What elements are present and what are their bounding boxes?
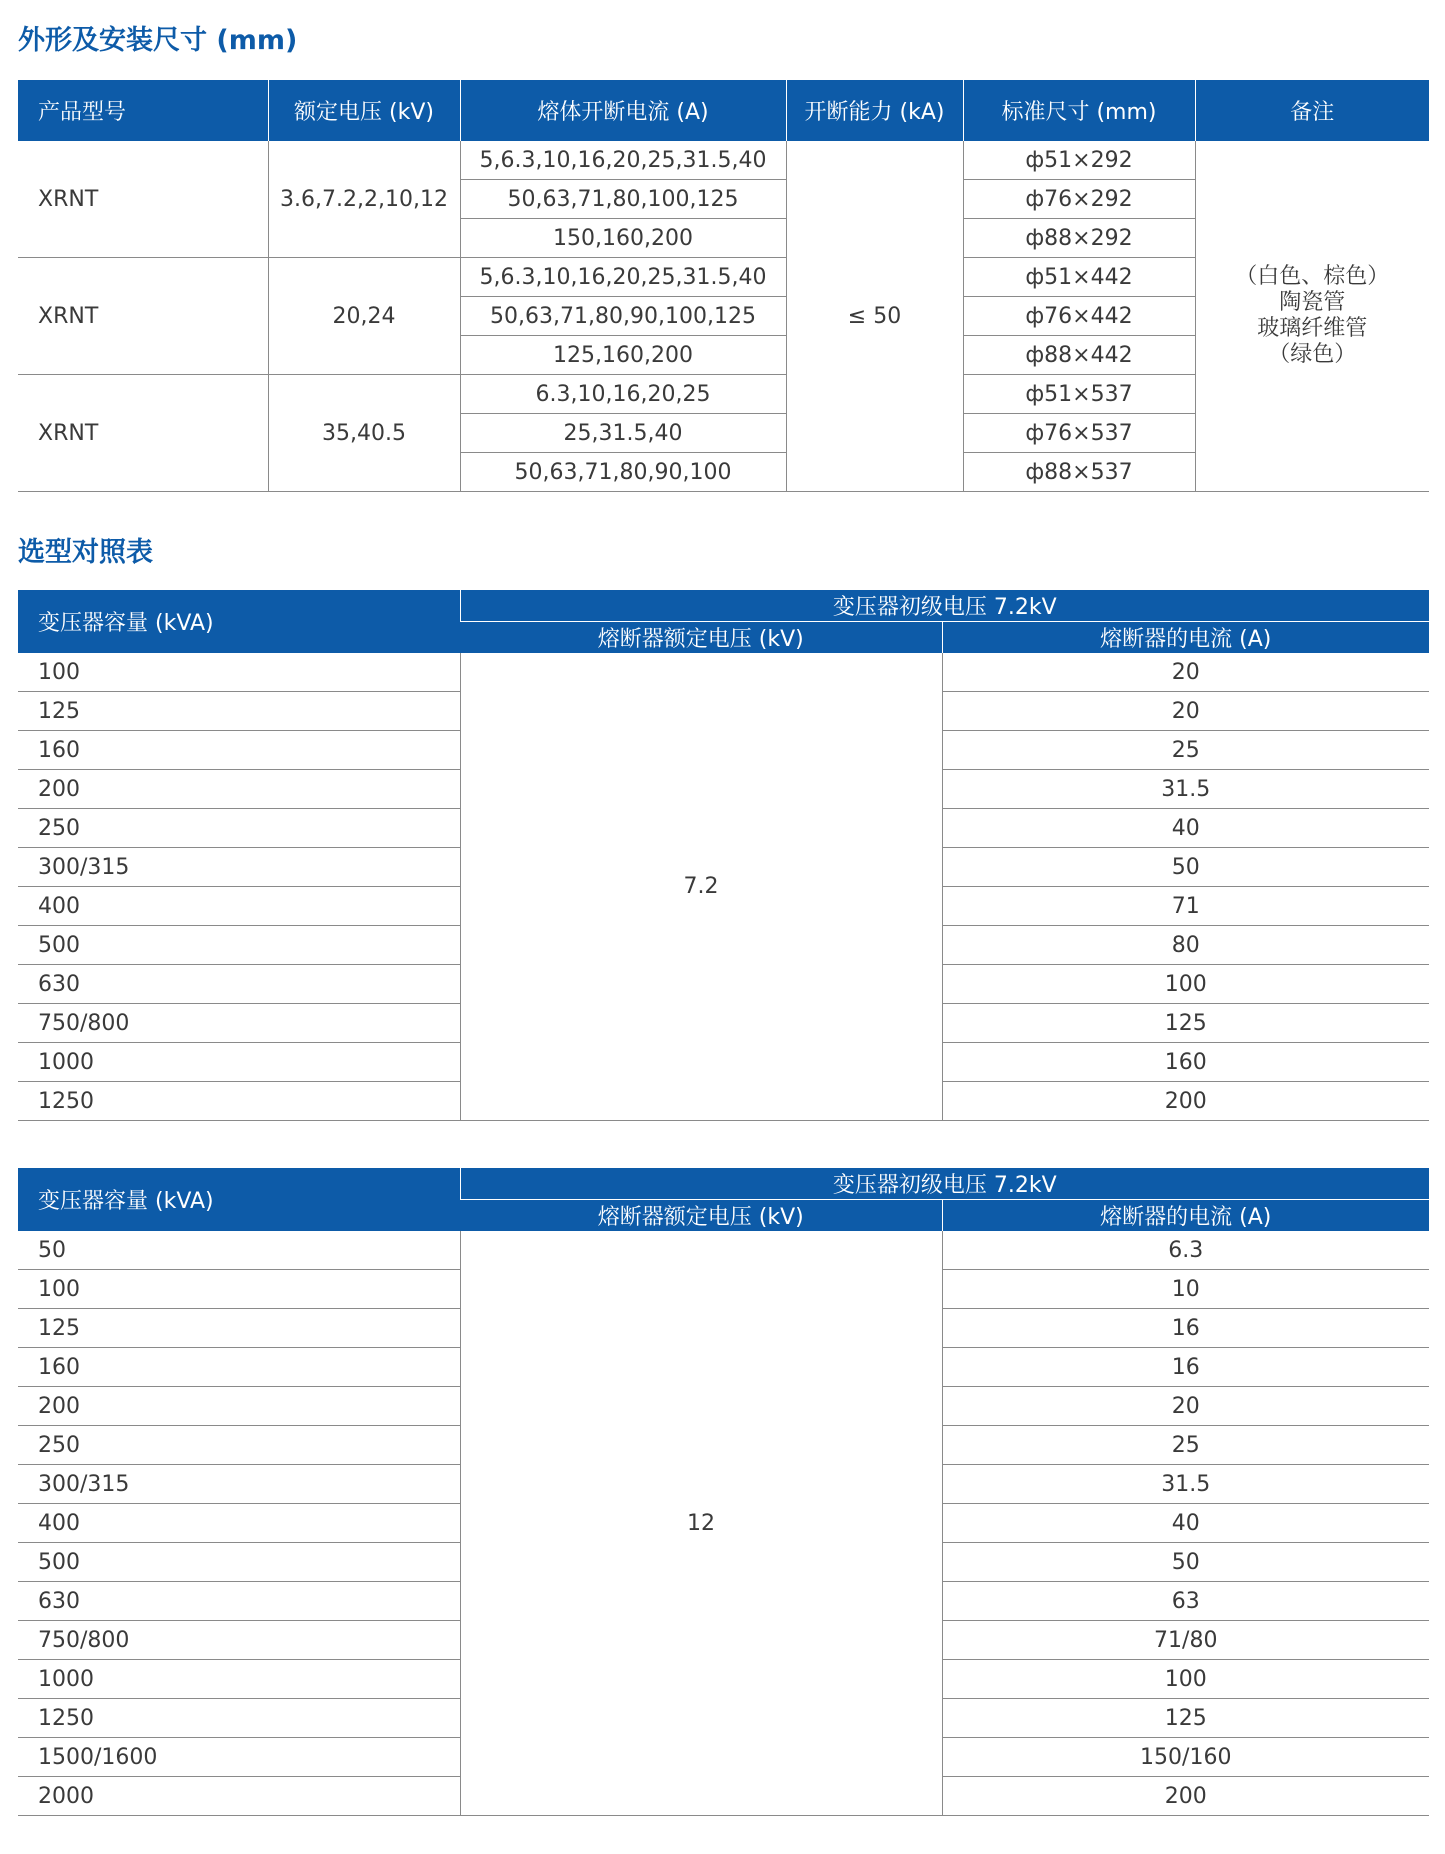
selection-table-header: [18, 1168, 1429, 1200]
fuse-current-cell: 20: [942, 692, 1429, 731]
fuse-current-cell: 63: [942, 1582, 1429, 1621]
fuse-current-cell: 31.5: [942, 770, 1429, 809]
section-title-selection: 选型对照表: [18, 537, 153, 568]
size-cell: ф51×537: [963, 375, 1195, 414]
remark-line: （绿色）: [1268, 342, 1357, 367]
model-cell: XRNT: [18, 375, 268, 492]
size-cell: ф76×442: [963, 297, 1195, 336]
voltage-cell: 20,24: [268, 258, 460, 375]
remark-line: 玻璃纤维管: [1257, 316, 1368, 341]
current-cell: 150,160,200: [460, 219, 786, 258]
selection-table-header: [18, 590, 1429, 622]
table-row: [18, 1231, 1429, 1270]
fuse-current-cell: 80: [942, 926, 1429, 965]
capacity-cell: 200: [18, 1387, 460, 1426]
size-cell: ф88×292: [963, 219, 1195, 258]
current-cell: 25,31.5,40: [460, 414, 786, 453]
fuse-rated-voltage-cell: 7.2: [460, 653, 942, 1121]
fuse-rated-voltage-cell: 12: [460, 1231, 942, 1816]
selection-table-7-2kv: [18, 590, 1429, 1121]
capacity-cell: 125: [18, 692, 460, 731]
capacity-cell: 1500/1600: [18, 1738, 460, 1777]
fuse-current-cell: 200: [942, 1777, 1429, 1816]
capacity-cell: 1000: [18, 1043, 460, 1082]
capacity-cell: 630: [18, 965, 460, 1004]
header-fuse-current: 熔断器的电流 (A): [942, 622, 1429, 654]
capacity-cell: 750/800: [18, 1004, 460, 1043]
dimensions-table-header: [18, 80, 1429, 141]
fuse-current-cell: 10: [942, 1270, 1429, 1309]
header-fuse-rated-voltage: 熔断器额定电压 (kV): [460, 622, 942, 654]
capacity-cell: 160: [18, 1348, 460, 1387]
remarks-cell: [1195, 141, 1429, 492]
fuse-current-cell: 25: [942, 1426, 1429, 1465]
header-breaking-current: 熔体开断电流 (A): [460, 80, 786, 141]
size-cell: ф51×292: [963, 141, 1195, 180]
fuse-current-cell: 100: [942, 1660, 1429, 1699]
capacity-cell: 100: [18, 1270, 460, 1309]
fuse-current-cell: 150/160: [942, 1738, 1429, 1777]
current-cell: 6.3,10,16,20,25: [460, 375, 786, 414]
model-cell: XRNT: [18, 258, 268, 375]
current-cell: 50,63,71,80,100,125: [460, 180, 786, 219]
fuse-current-cell: 31.5: [942, 1465, 1429, 1504]
capacity-cell: 100: [18, 653, 460, 692]
capacity-cell: 160: [18, 731, 460, 770]
voltage-cell: 35,40.5: [268, 375, 460, 492]
header-rated-voltage: 额定电压 (kV): [268, 80, 460, 141]
fuse-current-cell: 20: [942, 653, 1429, 692]
header-breaking-capacity: 开断能力 (kA): [786, 80, 963, 141]
fuse-current-cell: 160: [942, 1043, 1429, 1082]
size-cell: ф88×442: [963, 336, 1195, 375]
fuse-current-cell: 16: [942, 1348, 1429, 1387]
current-cell: 50,63,71,80,90,100,125: [460, 297, 786, 336]
remark-line: （白色、棕色）: [1235, 264, 1390, 289]
dimensions-table: [18, 80, 1429, 492]
header-fuse-rated-voltage: 熔断器额定电压 (kV): [460, 1200, 942, 1232]
capacity-cell: 630: [18, 1582, 460, 1621]
fuse-current-cell: 71: [942, 887, 1429, 926]
capacity-cell: 500: [18, 1543, 460, 1582]
fuse-current-cell: 200: [942, 1082, 1429, 1121]
fuse-current-cell: 71/80: [942, 1621, 1429, 1660]
size-cell: ф76×537: [963, 414, 1195, 453]
header-primary-voltage: 变压器初级电压 7.2kV: [460, 1168, 1429, 1200]
header-fuse-current: 熔断器的电流 (A): [942, 1200, 1429, 1232]
capacity-cell: 125: [18, 1309, 460, 1348]
header-transformer-capacity: 变压器容量 (kVA): [18, 590, 460, 653]
capacity-cell: 750/800: [18, 1621, 460, 1660]
table-row: [18, 653, 1429, 692]
capacity-cell: 50: [18, 1231, 460, 1270]
capacity-cell: 250: [18, 809, 460, 848]
fuse-current-cell: 40: [942, 809, 1429, 848]
fuse-current-cell: 100: [942, 965, 1429, 1004]
fuse-current-cell: 25: [942, 731, 1429, 770]
current-cell: 50,63,71,80,90,100: [460, 453, 786, 492]
capacity-cell: 250: [18, 1426, 460, 1465]
selection-table-12kv: [18, 1168, 1429, 1816]
header-remarks: 备注: [1195, 80, 1429, 141]
remark-line: 陶瓷管: [1279, 290, 1346, 315]
capacity-cell: 300/315: [18, 848, 460, 887]
header-model: 产品型号: [18, 80, 268, 141]
header-standard-size: 标准尺寸 (mm): [963, 80, 1195, 141]
fuse-current-cell: 16: [942, 1309, 1429, 1348]
fuse-current-cell: 125: [942, 1004, 1429, 1043]
capacity-cell: 400: [18, 887, 460, 926]
current-cell: 5,6.3,10,16,20,25,31.5,40: [460, 258, 786, 297]
section-title-dimensions: 外形及安装尺寸 (mm): [18, 25, 298, 56]
model-cell: XRNT: [18, 141, 268, 258]
fuse-current-cell: 40: [942, 1504, 1429, 1543]
current-cell: 125,160,200: [460, 336, 786, 375]
table-row: [18, 141, 1429, 180]
capacity-cell: 1250: [18, 1699, 460, 1738]
voltage-cell: 3.6,7.2,2,10,12: [268, 141, 460, 258]
fuse-current-cell: 20: [942, 1387, 1429, 1426]
fuse-current-cell: 6.3: [942, 1231, 1429, 1270]
size-cell: ф76×292: [963, 180, 1195, 219]
capacity-cell: 400: [18, 1504, 460, 1543]
capacity-cell: 1000: [18, 1660, 460, 1699]
current-cell: 5,6.3,10,16,20,25,31.5,40: [460, 141, 786, 180]
capacity-cell: 500: [18, 926, 460, 965]
size-cell: ф51×442: [963, 258, 1195, 297]
capacity-cell: 1250: [18, 1082, 460, 1121]
header-primary-voltage: 变压器初级电压 7.2kV: [460, 590, 1429, 622]
breaking-capacity-cell: ≤ 50: [786, 141, 963, 492]
header-transformer-capacity: 变压器容量 (kVA): [18, 1168, 460, 1231]
fuse-current-cell: 50: [942, 848, 1429, 887]
size-cell: ф88×537: [963, 453, 1195, 492]
capacity-cell: 2000: [18, 1777, 460, 1816]
capacity-cell: 200: [18, 770, 460, 809]
fuse-current-cell: 125: [942, 1699, 1429, 1738]
capacity-cell: 300/315: [18, 1465, 460, 1504]
fuse-current-cell: 50: [942, 1543, 1429, 1582]
